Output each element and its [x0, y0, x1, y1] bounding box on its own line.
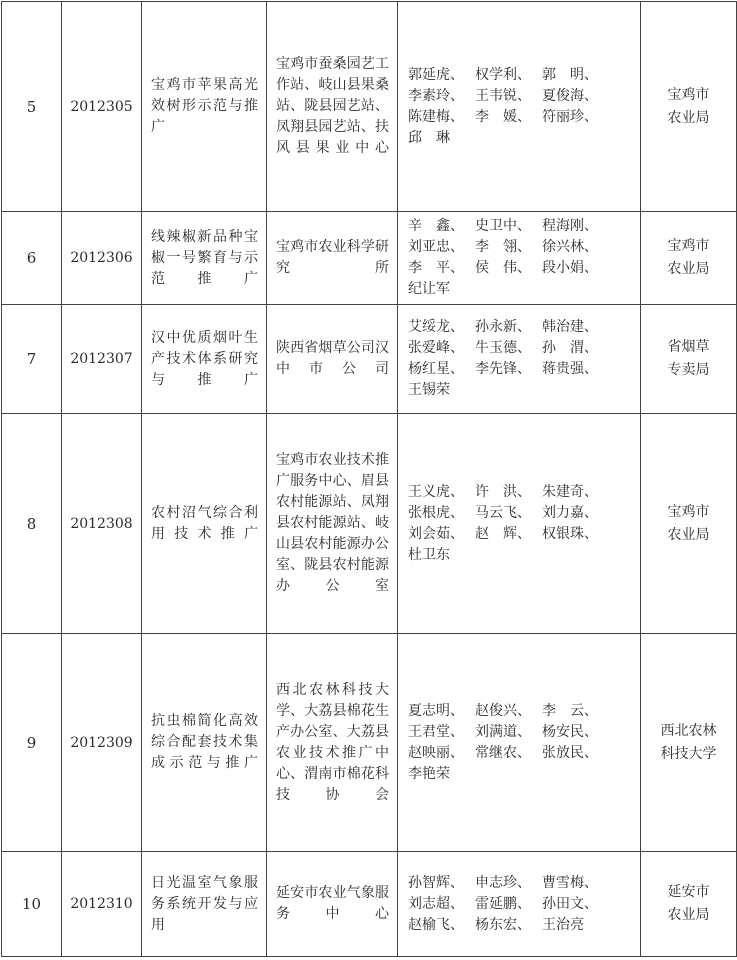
person-name: 王锡荣	[408, 382, 450, 398]
person-name: 张放民、	[542, 744, 598, 761]
person-name: 马云飞、	[475, 504, 531, 521]
person-name: 韩治建、	[542, 319, 598, 335]
person-name: 权学利、	[475, 66, 531, 83]
row-number: 6	[2, 212, 62, 305]
personnel-list	[398, 212, 641, 305]
recommender-line: 专卖局	[667, 362, 710, 378]
table-row	[2, 634, 737, 852]
person-name: 孙智辉、	[408, 874, 464, 891]
person-name: 赵榆飞、	[408, 916, 464, 933]
person-name: 李艳荣	[408, 765, 450, 782]
person-name: 李先锋、	[475, 361, 531, 377]
person-name: 赵映丽、	[408, 744, 464, 761]
recommender-line: 宝鸡市	[667, 238, 710, 254]
recommender-line: 延安市	[667, 884, 710, 900]
person-name: 郭延虎、	[408, 66, 464, 83]
person-name: 杜卫东	[408, 546, 450, 563]
person-name: 艾绥龙、	[408, 319, 464, 335]
person-name: 王君堂、	[408, 723, 464, 740]
project-name: 日光温室气象服务系统开发与应用	[142, 852, 267, 957]
row-number: 7	[2, 305, 62, 414]
project-name: 宝鸡市苹果高光效树形示范与推广	[142, 2, 267, 212]
person-name: 孙 渭、	[542, 340, 598, 356]
project-name: 抗虫棉简化高效综合配套技术集成示范与推广	[142, 634, 267, 852]
recommender-line: 农业局	[667, 907, 710, 923]
completing-unit: 宝鸡市农业技术推广服务中心、眉县农村能源站、凤翔县农村能源站、岐山县农村能源办公室、陇县农村能源办公室	[267, 414, 398, 634]
project-name: 线辣椒新品种宝椒一号繁育与示范推广	[142, 212, 267, 305]
recommending-unit	[641, 852, 737, 957]
person-name: 刘会茹、	[408, 525, 464, 542]
person-name: 李 平、	[408, 260, 464, 276]
project-code: 2012308	[62, 414, 142, 634]
table-row	[2, 212, 737, 305]
person-name: 赵 辉、	[475, 525, 531, 542]
personnel-list	[398, 634, 641, 852]
person-name: 许 洪、	[475, 483, 531, 500]
recommender-line: 西北农林	[660, 722, 717, 739]
recommender-line: 宝鸡市	[667, 503, 710, 520]
person-name: 赵俊兴、	[475, 702, 531, 719]
completing-unit: 西北农林科技大学、大荔县棉花生产办公室、大荔县农业技术推广中心、渭南市棉花科技协会	[267, 634, 398, 852]
project-code: 2012306	[62, 212, 142, 305]
recommender-line: 省烟草	[667, 339, 710, 355]
person-name: 孙永新、	[475, 319, 531, 335]
person-name: 段小娟、	[542, 260, 598, 276]
person-name: 侯 伟、	[475, 260, 531, 276]
project-code: 2012307	[62, 305, 142, 414]
person-name: 杨红星、	[408, 361, 464, 377]
completing-unit: 延安市农业气象服务中心	[267, 852, 398, 957]
personnel-list	[398, 414, 641, 634]
recommending-unit	[641, 2, 737, 212]
person-name: 郭 明、	[542, 66, 598, 83]
row-number: 9	[2, 634, 62, 852]
person-name: 李 云、	[542, 702, 598, 719]
recommender-line: 科技大学	[660, 745, 717, 762]
person-name: 牛玉德、	[475, 340, 531, 356]
row-number: 5	[2, 2, 62, 212]
person-name: 史卫中、	[475, 218, 531, 234]
person-name: 陈建梅、	[408, 108, 464, 125]
person-name: 辛 鑫、	[408, 218, 464, 234]
row-number: 10	[2, 852, 62, 957]
project-name: 汉中优质烟叶生产技术体系研究与推广	[142, 305, 267, 414]
completing-unit: 宝鸡市农业科学研究所	[267, 212, 398, 305]
person-name: 刘满道、	[475, 723, 531, 740]
project-name: 农村沼气综合利用技术推广	[142, 414, 267, 634]
person-name: 李 媛、	[475, 108, 531, 125]
person-name: 杨东宏、	[475, 916, 531, 933]
recommending-unit	[641, 634, 737, 852]
person-name: 蒋贵强、	[542, 361, 598, 377]
project-code: 2012310	[62, 852, 142, 957]
person-name: 程海刚、	[542, 218, 598, 234]
recommending-unit	[641, 305, 737, 414]
person-name: 张根虎、	[408, 504, 464, 521]
person-name: 徐兴林、	[542, 239, 598, 255]
person-name: 王韦锐、	[475, 87, 531, 104]
person-name: 符丽珍、	[542, 108, 598, 125]
person-name: 纪让军	[408, 281, 450, 297]
completing-unit: 陕西省烟草公司汉中市公司	[267, 305, 398, 414]
personnel-list	[398, 305, 641, 414]
person-name: 孙田文、	[542, 895, 598, 912]
person-name: 李 翎、	[475, 239, 531, 255]
recommender-line: 宝鸡市	[667, 86, 710, 103]
table-row	[2, 414, 737, 634]
award-table	[1, 1, 737, 957]
person-name: 曹雪梅、	[542, 874, 598, 891]
personnel-list	[398, 2, 641, 212]
person-name: 常继农、	[475, 744, 531, 761]
table-row	[2, 305, 737, 414]
person-name: 王治亮	[542, 916, 584, 933]
project-code: 2012309	[62, 634, 142, 852]
person-name: 刘志超、	[408, 895, 464, 912]
person-name: 申志珍、	[475, 874, 531, 891]
person-name: 杨安民、	[542, 723, 598, 740]
person-name: 刘亚忠、	[408, 239, 464, 255]
person-name: 雷延鹏、	[475, 895, 531, 912]
recommender-line: 农业局	[667, 261, 710, 277]
person-name: 夏俊海、	[542, 87, 598, 104]
person-name: 王义虎、	[408, 483, 464, 500]
person-name: 权银珠、	[542, 525, 598, 542]
recommending-unit	[641, 414, 737, 634]
row-number: 8	[2, 414, 62, 634]
personnel-list	[398, 852, 641, 957]
recommending-unit	[641, 212, 737, 305]
recommender-line: 农业局	[667, 109, 710, 126]
person-name: 张爱峰、	[408, 340, 464, 356]
person-name: 刘力嘉、	[542, 504, 598, 521]
person-name: 李素玲、	[408, 87, 464, 104]
project-code: 2012305	[62, 2, 142, 212]
table-row	[2, 2, 737, 212]
person-name: 朱建奇、	[542, 483, 598, 500]
completing-unit: 宝鸡市蚕桑园艺工作站、岐山县果桑站、陇县园艺站、凤翔县园艺站、扶风县果业中心	[267, 2, 398, 212]
person-name: 夏志明、	[408, 702, 464, 719]
table-row	[2, 852, 737, 957]
person-name: 邱 琳	[408, 129, 450, 146]
award-table-body	[2, 2, 737, 957]
recommender-line: 农业局	[667, 526, 710, 543]
